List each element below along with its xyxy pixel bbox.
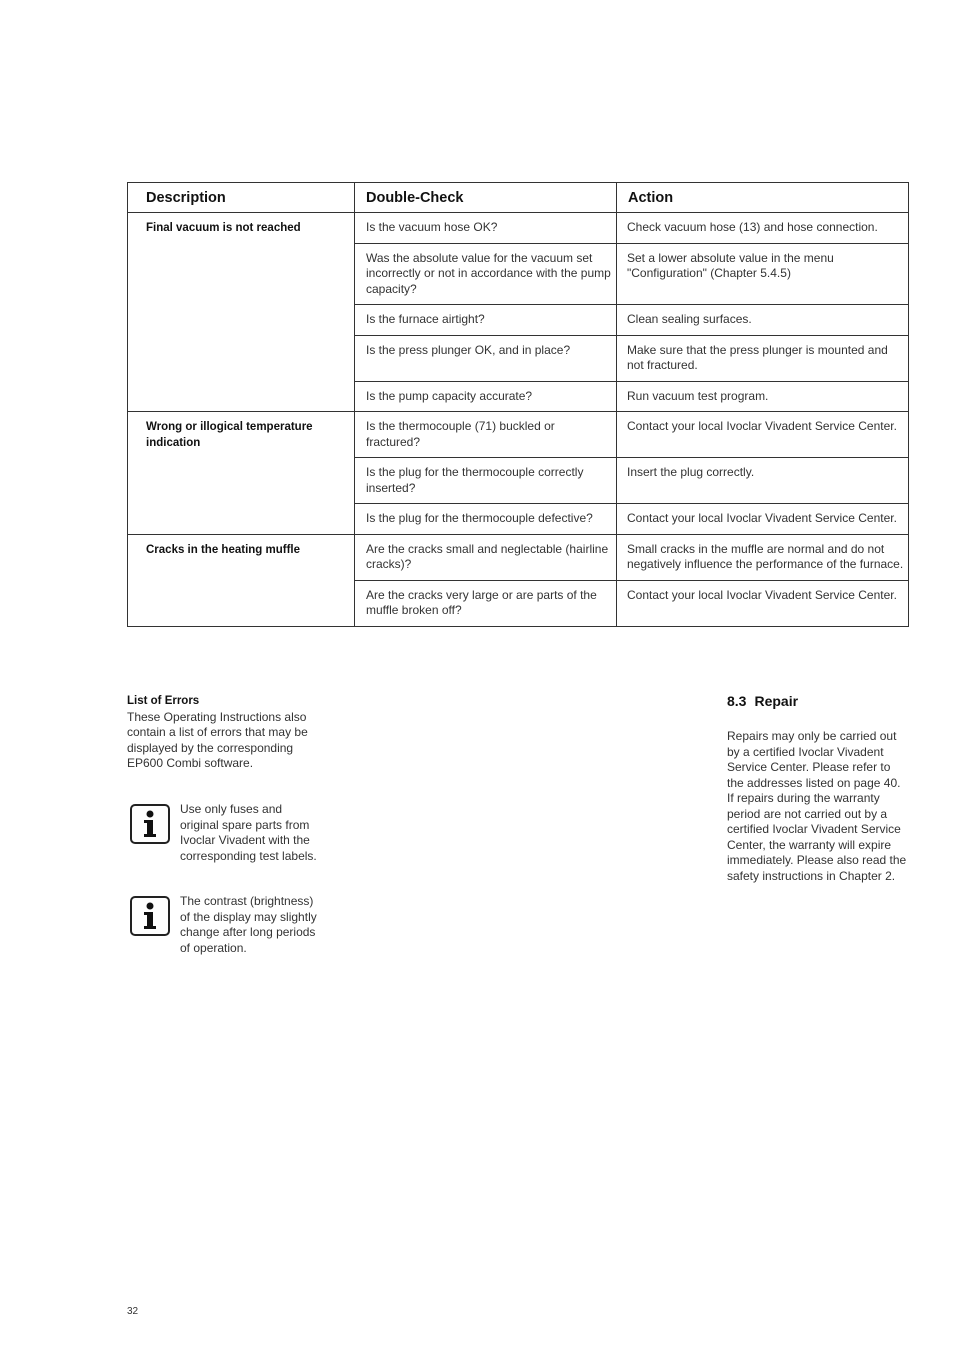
check-cell: Are the cracks very large or are parts of the muffle broken off? (355, 580, 617, 626)
action-cell: Check vacuum hose (13) and hose connection. (617, 213, 909, 244)
info-icon (130, 804, 170, 844)
check-cell: Is the thermocouple (71) buckled or fractured? (355, 412, 617, 458)
repair-paragraph: Repairs may only be carried out by a certified Ivoclar Vivadent Service Center. Please refer to the addresses listed on page 40. If repairs during the warranty period are not carried out by a certified Ivoclar Vivadent Service Center, the warranty will expire immediately. Please also read the safety instructions in Chapter 2. (727, 729, 907, 883)
section-heading (727, 693, 798, 709)
check-cell: Is the furnace airtight? (355, 305, 617, 336)
check-cell: Is the pump capacity accurate? (355, 381, 617, 412)
table-row (128, 534, 909, 580)
page-number: 32 (127, 1306, 139, 1317)
info-note-text: Use only fuses and original spare parts from Ivoclar Vivadent with the corresponding test labels. (180, 802, 317, 863)
header-double-check: Double-Check (355, 183, 617, 213)
list-of-errors-title: List of Errors (127, 695, 200, 707)
table-row (128, 213, 909, 244)
check-cell: Was the absolute value for the vacuum set incorrectly or not in accordance with the pump capacity? (355, 243, 617, 305)
header-description: Description (128, 183, 355, 213)
section-number: 8.3 (727, 693, 747, 709)
check-cell: Is the plug for the thermocouple defective? (355, 504, 617, 535)
list-of-errors-text: These Operating Instructions also contain a list of errors that may be displayed by the corresponding EP600 Combi software. (127, 709, 308, 770)
info-icon (130, 896, 170, 936)
action-cell: Make sure that the press plunger is mounted and not fractured. (617, 335, 909, 381)
action-cell: Insert the plug correctly. (617, 458, 909, 504)
header-action: Action (617, 183, 909, 213)
action-cell: Contact your local Ivoclar Vivadent Service Center. (617, 412, 909, 458)
check-cell: Is the plug for the thermocouple correctly inserted? (355, 458, 617, 504)
action-cell: Clean sealing surfaces. (617, 305, 909, 336)
table-header-row (128, 183, 909, 213)
action-cell: Contact your local Ivoclar Vivadent Service Center. (617, 580, 909, 626)
action-cell: Contact your local Ivoclar Vivadent Service Center. (617, 504, 909, 535)
troubleshooting-table (127, 182, 909, 627)
check-cell: Is the press plunger OK, and in place? (355, 335, 617, 381)
section-title: Repair (754, 693, 799, 709)
description-cell: Wrong or illogical temperature indication (128, 412, 355, 535)
list-of-errors-section (127, 694, 317, 772)
description-cell: Cracks in the heating muffle (128, 534, 355, 626)
table-row (128, 412, 909, 458)
action-cell: Run vacuum test program. (617, 381, 909, 412)
action-cell: Set a lower absolute value in the menu "Configuration" (Chapter 5.4.5) (617, 243, 909, 305)
action-cell: Small cracks in the muffle are normal and do not negatively influence the performance of the furnace. (617, 534, 909, 580)
description-cell: Final vacuum is not reached (128, 213, 355, 412)
check-cell: Are the cracks small and neglectable (hairline cracks)? (355, 534, 617, 580)
check-cell: Is the vacuum hose OK? (355, 213, 617, 244)
info-note-text: The contrast (brightness) of the display may slightly change after long periods of operation. (180, 894, 317, 955)
